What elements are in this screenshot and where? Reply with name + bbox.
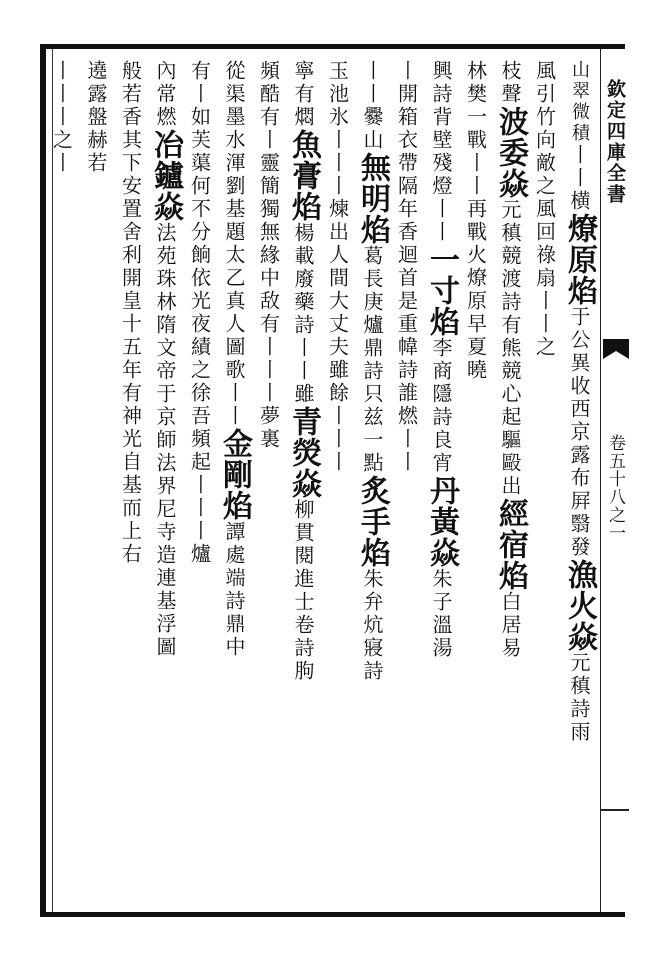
text-column xyxy=(286,60,321,905)
headword: 炙手焰 xyxy=(355,475,390,568)
text-column xyxy=(81,60,111,905)
text-segment: 法苑珠林隋文帝于京師法界尼寺造連基浮圖 xyxy=(153,222,177,659)
text-segment: 頻酷 xyxy=(256,60,281,106)
headword: 魚膏焰 xyxy=(286,129,321,222)
headword: 燎原焰 xyxy=(562,213,597,306)
text-segment: 元稹競渡詩有熊競心起驅毆出 xyxy=(498,199,522,498)
text-segment: 朱弁炕寢詩 xyxy=(360,568,384,683)
text-segment: 柳貫閱進士卷詩朐 xyxy=(291,499,315,683)
frame-left-border xyxy=(40,44,46,917)
margin-book-title: 欽定四庫全書 xyxy=(604,79,626,205)
text-segment: 爨山 xyxy=(360,106,384,152)
text-segment: 早夏曉 xyxy=(463,313,488,382)
text-column xyxy=(424,60,459,905)
headword: 波委焱 xyxy=(493,106,528,199)
text-segment: 丨丨丨煉出人間大丈夫 xyxy=(325,129,350,359)
text-column xyxy=(323,60,353,905)
text-segment: 燜 xyxy=(291,106,315,129)
text-segment: 丨丨 xyxy=(567,144,591,190)
frame-top-border xyxy=(40,44,625,49)
frame-bottom-border xyxy=(40,912,625,917)
text-column xyxy=(461,60,491,905)
headword: 金剛焰 xyxy=(217,428,252,521)
headword: 一寸焰 xyxy=(424,244,459,337)
text-segment: 雖餘丨丨丨 xyxy=(325,359,350,474)
text-column xyxy=(254,60,284,905)
text-segment: 從渠墨水渾劉基題太乙真人圖歌丨丨 xyxy=(222,60,246,428)
text-segment: 其下安置舍利開皇十五年有神光自基而上右 xyxy=(118,129,143,566)
text-segment: 般若香 xyxy=(118,60,143,129)
text-segment: 有丨如芙蕖何不分餉依光夜績之徐吾 xyxy=(187,60,212,428)
text-segment: 中敌有丨丨丨夢裏 xyxy=(256,267,281,451)
headword: 經宿焰 xyxy=(493,498,528,591)
text-segment: 玉池氷 xyxy=(325,60,350,129)
text-segment: 興詩背壁殘燈丨丨 xyxy=(429,60,453,244)
text-segment: 丨開箱衣帶隔年香 xyxy=(394,60,419,244)
text-segment: 朱子溫湯 xyxy=(429,568,453,660)
text-segment: 譚處端詩鼎中 xyxy=(222,521,246,659)
text-segment: 横 xyxy=(567,190,591,213)
text-column xyxy=(562,60,597,905)
text-segment: 枝聲 xyxy=(498,60,522,106)
text-column xyxy=(148,60,183,905)
text-segment: 風引竹 xyxy=(532,60,557,129)
text-column xyxy=(47,60,77,905)
text-segment: 李商隱詩良宵 xyxy=(429,337,453,475)
text-column xyxy=(355,60,390,905)
text-segment: 楊載廢藥詩丨丨雖 xyxy=(291,222,315,406)
text-column xyxy=(493,60,528,905)
fishtail-icon xyxy=(603,339,629,359)
headword: 丹黃焱 xyxy=(424,475,459,568)
headword: 冶鑪焱 xyxy=(148,129,183,222)
text-segment: 山翠微積 xyxy=(569,60,590,144)
text-segment: 丨丨 xyxy=(360,60,384,106)
text-segment: 林樊一戰丨丨再戰火燎原 xyxy=(463,60,488,313)
text-segment: 迴首是重幃 xyxy=(394,244,419,359)
text-segment: 詩誰燃丨丨 xyxy=(394,359,419,474)
headword: 青熒焱 xyxy=(286,406,321,499)
text-segment: 于公異收西京露布屛翳發 xyxy=(567,306,591,559)
headword: 漁火焱 xyxy=(562,559,597,652)
margin-juan-number: 卷五十八之一 xyxy=(605,434,625,542)
margin-rule xyxy=(601,809,629,811)
text-segment: 白居易 xyxy=(498,591,522,660)
text-segment: 頻起丨丨丨爐 xyxy=(187,428,212,566)
text-column xyxy=(116,60,146,905)
text-column xyxy=(530,60,560,905)
text-segment: 有丨靈簡獨無緣 xyxy=(256,106,281,267)
banxin-margin xyxy=(600,49,629,912)
text-column xyxy=(217,60,252,905)
text-segment: 元稹詩雨 xyxy=(567,652,591,744)
text-segment: 葛長庚爐鼎詩只兹一點 xyxy=(360,245,384,475)
text-column xyxy=(392,60,422,905)
text-segment: 寧有 xyxy=(291,60,315,106)
text-segment: 向敵之風回祿扇丨丨之 xyxy=(532,129,557,359)
headword: 無明焰 xyxy=(355,152,390,245)
text-segment: 內常燃 xyxy=(153,60,177,129)
text-column xyxy=(185,60,215,905)
text-segment: 遶露盤赫若 xyxy=(84,60,108,175)
text-segment: 丨丨丨之丨 xyxy=(49,60,74,175)
